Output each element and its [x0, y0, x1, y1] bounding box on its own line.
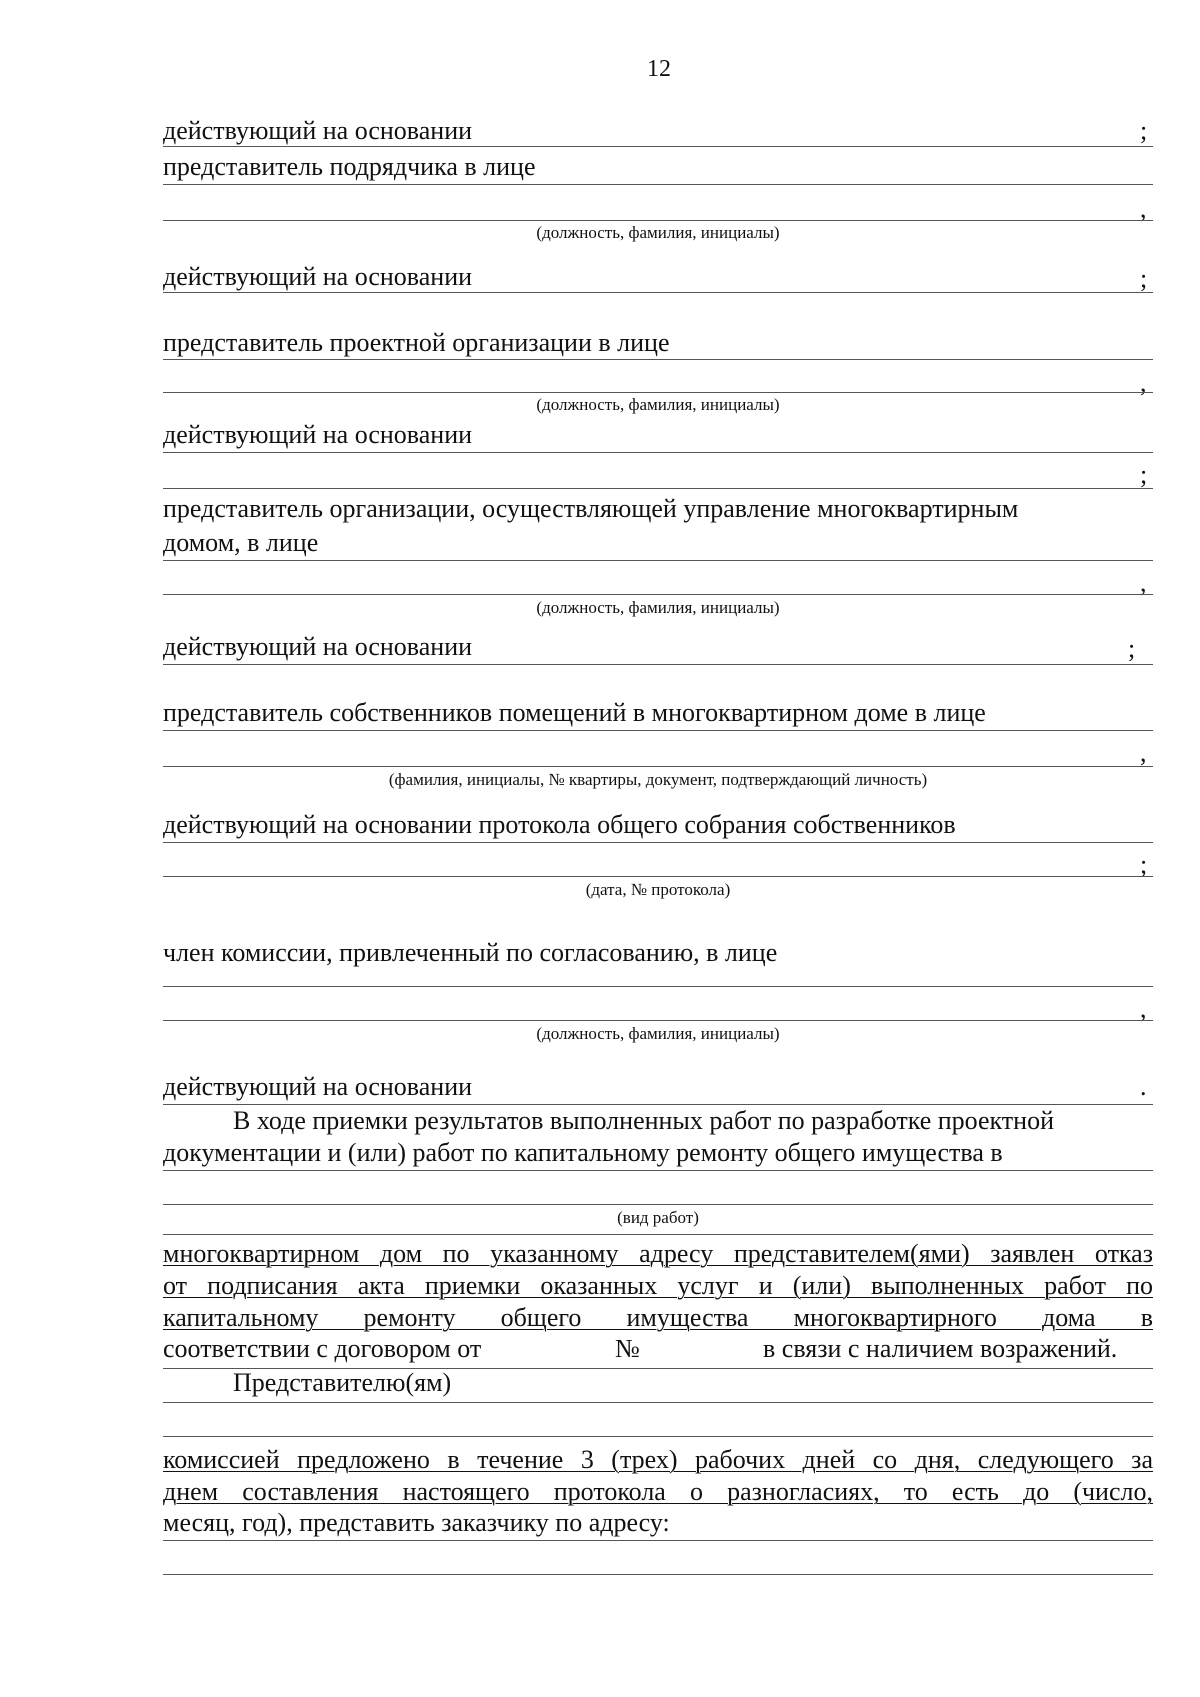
text-line: представитель проектной организации в лице [163, 328, 670, 357]
punct: ; [1140, 264, 1148, 293]
fill-line [163, 1540, 1153, 1541]
text-line: домом, в лице [163, 528, 319, 557]
fill-line [163, 452, 1153, 453]
fill-line [163, 766, 1153, 767]
caption: (фамилия, инициалы, № квартиры, документ, подтверждающий личность) [388, 770, 928, 789]
text-line: действующий на основании [163, 262, 473, 291]
fill-line [163, 146, 1153, 147]
fill-line [163, 1170, 1153, 1171]
punct: ; [1140, 116, 1148, 145]
text-line: капитальному ремонту общего имущества многоквартирного дома в [163, 1303, 1153, 1332]
text-line: действующий на основании [163, 420, 473, 449]
text-line: представитель подрядчика в лице [163, 152, 536, 181]
fill-line [163, 1020, 1153, 1021]
caption: (вид работ) [617, 1208, 699, 1227]
fill-line [163, 594, 1153, 595]
text-line: действующий на основании [163, 632, 473, 661]
text-line: документации и (или) работ по капитальному ремонту общего имущества в [163, 1138, 1003, 1167]
caption: (дата, № протокола) [585, 880, 731, 899]
punct: , [1140, 568, 1147, 597]
fill-line [163, 730, 1153, 731]
fill-line [163, 1204, 1153, 1205]
text-line: член комиссии, привлеченный по согласованию, в лице [163, 938, 778, 967]
fill-line [163, 392, 1153, 393]
fill-line [163, 664, 1153, 665]
text-line: многоквартирном дом по указанному адресу представителем(ями) заявлен отказ [163, 1239, 1153, 1268]
text-line: представитель организации, осуществляющей управление многоквартирным [163, 494, 1019, 523]
punct: ; [1140, 850, 1148, 879]
page-number: 12 [647, 56, 671, 82]
text-line: действующий на основании протокола общего собрания собственников [163, 810, 956, 839]
fill-line [163, 359, 1153, 360]
text-line: Представителю(ям) [233, 1368, 452, 1397]
text-line: комиссией предложено в течение 3 (трех) рабочих дней со дня, следующего за [163, 1445, 1153, 1474]
fill-line [163, 488, 1153, 489]
caption: (должность, фамилия, инициалы) [536, 395, 780, 414]
text-line: в связи с наличием возражений. [763, 1334, 1118, 1363]
fill-line [163, 292, 1153, 293]
fill-line [163, 1574, 1153, 1575]
text-line: соответствии с договором от [163, 1334, 482, 1363]
text-line: днем составления настоящего протокола о разногласиях, то есть до (число, [163, 1477, 1153, 1506]
paragraph-refusal [163, 1238, 1153, 1334]
punct: ; [1140, 460, 1148, 489]
text-line: от подписания акта приемки оказанных услуг и (или) выполненных работ по [163, 1271, 1153, 1300]
paragraph-proposal [163, 1444, 1153, 1508]
fill-line [163, 184, 1153, 185]
text-line: представитель собственников помещений в многоквартирном доме в лице [163, 698, 986, 727]
text-line: В ходе приемки результатов выполненных работ по разработке проектной [233, 1106, 1054, 1135]
fill-line [163, 986, 1153, 987]
caption: (должность, фамилия, инициалы) [536, 1024, 780, 1043]
fill-line [163, 1234, 1153, 1235]
caption: (должность, фамилия, инициалы) [536, 598, 780, 617]
caption: (должность, фамилия, инициалы) [536, 223, 780, 242]
punct: ; [1128, 634, 1136, 663]
text-line: действующий на основании [163, 116, 473, 145]
text-line: действующий на основании [163, 1072, 473, 1101]
text-line: месяц, год), представить заказчику по адресу: [163, 1508, 670, 1537]
fill-line [163, 560, 1153, 561]
fill-line [163, 1402, 1153, 1403]
punct: , [1140, 368, 1147, 397]
fill-line [163, 220, 1153, 221]
punct: . [1140, 1072, 1147, 1101]
fill-line [163, 842, 1153, 843]
text-line: № [615, 1334, 640, 1363]
punct: , [1140, 194, 1147, 223]
punct: , [1140, 738, 1147, 767]
fill-line [163, 1104, 1153, 1105]
fill-line [163, 1436, 1153, 1437]
fill-line [163, 876, 1153, 877]
punct: , [1140, 994, 1147, 1023]
